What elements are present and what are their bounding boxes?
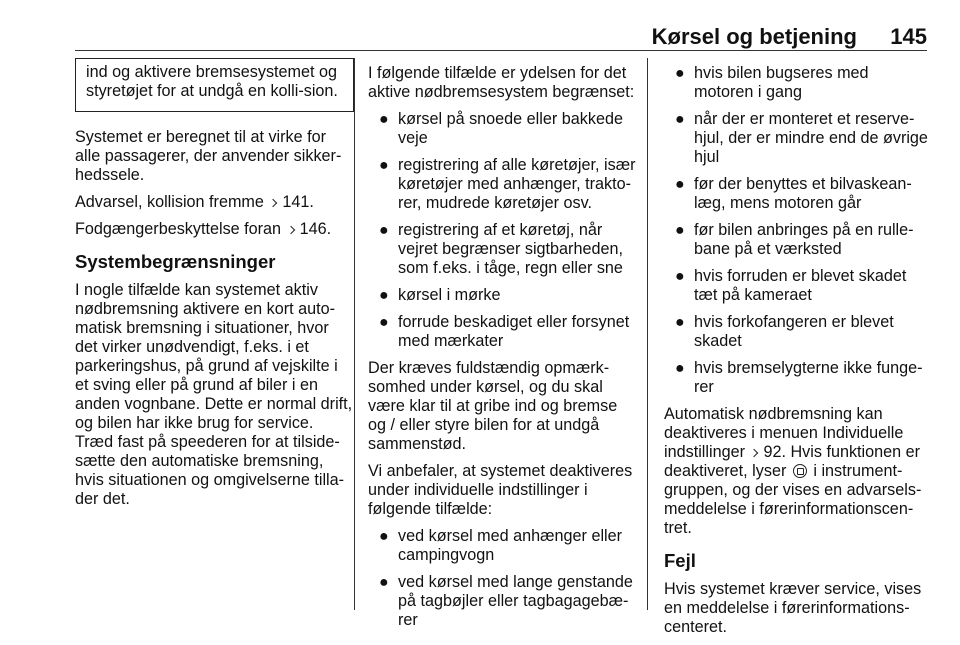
bullet-icon: ●: [379, 287, 389, 304]
bullet-icon: ●: [675, 222, 685, 239]
page-reference-link[interactable]: 146.: [299, 220, 332, 238]
list-item: ● før der benyttes et bilvaskean-læg, mens motoren går: [675, 175, 912, 212]
list-item: ● kørsel på snoede eller bakkede veje: [379, 110, 623, 147]
list-item: ● ved kørsel med anhænger eller campingvogn: [379, 527, 623, 564]
bullet-icon: ●: [379, 157, 389, 174]
bullet-icon: ●: [675, 360, 685, 377]
bullet-icon: ●: [379, 314, 389, 331]
list-item: ● hvis forkofangeren er blevet skadet: [675, 313, 894, 350]
warning-box: [75, 58, 354, 112]
column-divider-1: [354, 58, 355, 610]
deactivation-list-continued: [664, 64, 929, 397]
bullet-icon: ●: [379, 574, 389, 591]
section-heading-fejl: Fejl: [664, 550, 696, 571]
col2-paragraph-1: Der kræves fuldstændig opmærk-somhed under kørsel, og du skal være klar til at gribe ind og bremse og / eller styre bilen for at undgå sammenstød.: [368, 359, 618, 453]
warning-box-text: ind og aktivere bremsesystemet og styretøjet for at undgå en kolli-sion.: [86, 63, 338, 100]
limitations-list: [368, 110, 639, 351]
col1-paragraph-4: I nogle tilfælde kan systemet aktiv nødbremsning aktivere en kort auto-matisk bremsning i situationer, hvor det virker unødvendigt, f.eks. i et parkeringshus, på grund af vejskilte i et sving eller på grund af biler i en anden vognbane. Dette er normal drift, og bilen har ikke brug for service. Træd fast på speederen for at tilside-sætte den automatiske bremsning, hvis situationen og omgivelserne tilla-der det.: [75, 281, 353, 508]
bullet-icon: ●: [379, 222, 389, 239]
bullet-icon: ●: [379, 528, 389, 545]
list-item: ● før bilen anbringes på en rulle-bane på et værksted: [675, 221, 914, 258]
bullet-icon: ●: [675, 111, 685, 128]
bullet-icon: ●: [675, 65, 685, 82]
col1-paragraph-1: Systemet er beregnet til at virke for alle passagerer, der anvender sikker-hedssele.: [75, 128, 342, 184]
deactivation-list: [368, 527, 639, 630]
list-item: ● hvis bremselygterne ikke funge-rer: [675, 359, 923, 396]
brake-system-off-icon: [793, 464, 807, 478]
page-number: 145: [890, 24, 927, 49]
page-reference-link[interactable]: 141.: [282, 193, 314, 211]
section-heading: Systembegrænsninger: [75, 251, 276, 272]
list-item: ● når der er monteret et reserve-hjul, der er mindre end de øvrige hjul: [675, 110, 928, 166]
col2-intro: I følgende tilfælde er ydelsen for det aktive nødbremsesystem begrænset:: [368, 64, 635, 101]
bullet-icon: ●: [675, 314, 685, 331]
page-reference-arrow-icon: [750, 449, 758, 457]
column-divider-2: [647, 58, 648, 610]
list-item: ● ved kørsel med lange genstande på tagbøjler eller tagbagagebæ-rer: [379, 573, 633, 629]
page-header: [75, 24, 927, 51]
list-item: ● registrering af alle køretøjer, især køretøjer med anhænger, trakto-rer, mudrede køretøjer osv.: [379, 156, 636, 212]
bullet-icon: ●: [675, 176, 685, 193]
page-reference-arrow-icon: [269, 199, 277, 207]
col2-paragraph-2: Vi anbefaler, at systemet deaktiveres under individuelle indstillinger i følgende tilfælde:: [368, 462, 633, 518]
column-3: [664, 64, 929, 645]
list-item: ● kørsel i mørke: [379, 286, 501, 304]
list-item: ● forrude beskadiget eller forsynet med mærkater: [379, 313, 630, 350]
bullet-icon: ●: [379, 111, 389, 128]
column-2: [368, 64, 639, 638]
column-1: [75, 64, 354, 517]
col3-paragraph-2: Hvis systemet kræver service, vises en meddelelse i førerinformations-centeret.: [664, 580, 922, 636]
page-reference-arrow-icon: [286, 226, 294, 234]
col3-paragraph-1: Automatisk nødbremsning kan deaktiveres i menuen Individuelle indstillinger 92. Hvis funktionen er deaktiveret, lyser i instrument-gruppen, og der vises en advarsels-meddelelse i førerinformationscen-tret.: [664, 405, 922, 537]
col1-paragraph-3: Fodgængerbeskyttelse foran 146.: [75, 220, 332, 238]
list-item: ● hvis bilen bugseres med motoren i gang: [675, 64, 869, 101]
col1-paragraph-2: Advarsel, kollision fremme 141.: [75, 193, 314, 211]
list-item: ● hvis forruden er blevet skadet tæt på kameraet: [675, 267, 907, 304]
header-title: Kørsel og betjening: [651, 24, 857, 49]
list-item: ● registrering af et køretøj, når vejret begrænser sigtbarheden, som f.eks. i tåge, regn eller sne: [379, 221, 623, 277]
bullet-icon: ●: [675, 268, 685, 285]
